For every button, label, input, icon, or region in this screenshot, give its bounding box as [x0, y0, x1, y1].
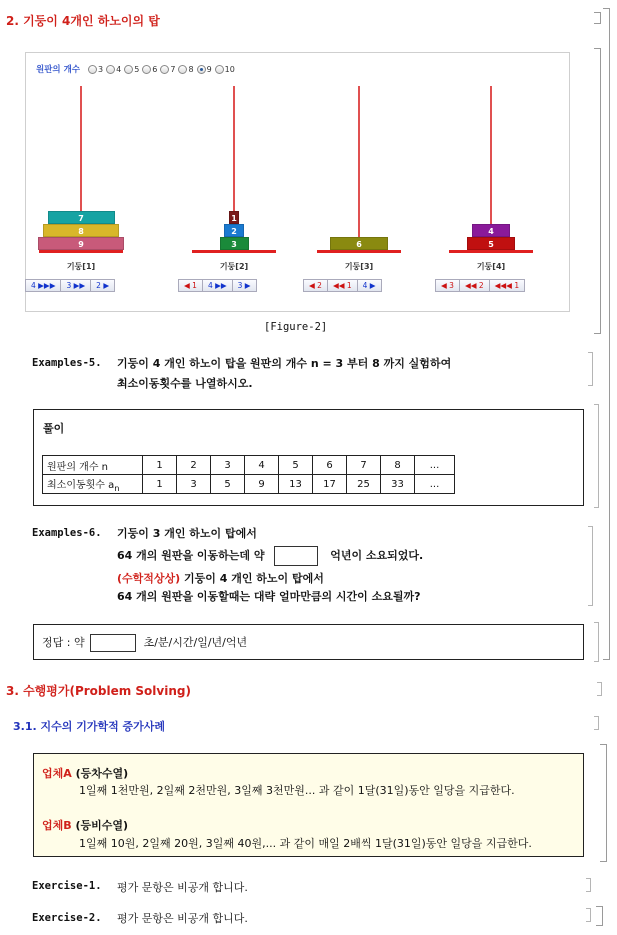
- table-cell: 8: [381, 456, 415, 475]
- exercise1-text: 평가 문항은 비공개 합니다.: [117, 881, 248, 894]
- company-a-title: [42, 765, 128, 781]
- answer-box: [33, 624, 584, 660]
- answer-units: 초/분/시간/일/년/억년: [143, 636, 248, 649]
- table-cell: 3: [177, 475, 211, 494]
- table-cell: 4: [245, 456, 279, 475]
- companies-box: [33, 753, 584, 857]
- disk-6[interactable]: 6: [330, 237, 388, 250]
- move-button[interactable]: ◀◀◀ 1: [490, 280, 524, 291]
- solution-title: 풀이: [43, 422, 65, 435]
- table-cell: 13: [279, 475, 313, 494]
- peg-move-buttons: [25, 279, 115, 292]
- exercise1-label: Exercise-1.: [32, 880, 102, 892]
- row-header-an-text: 최소이동횟수 a: [47, 479, 115, 491]
- example6-line3: [117, 570, 324, 586]
- disk-count-option-label: 5: [134, 64, 140, 74]
- table-cell: 2: [177, 456, 211, 475]
- move-button[interactable]: 3 ▶: [233, 280, 256, 291]
- disk-count-option-3[interactable]: [88, 65, 103, 74]
- company-a-name: 업체A: [42, 767, 72, 780]
- disk-count-option-label: 8: [188, 64, 194, 74]
- disk-count-option-label: 3: [98, 64, 104, 74]
- disk-count-option-5[interactable]: [124, 65, 139, 74]
- disk-count-label: 원판의 개수: [36, 65, 81, 75]
- disk-8[interactable]: 8: [43, 224, 120, 237]
- disk-count-option-4[interactable]: [106, 65, 121, 74]
- peg-label: 기둥[3]: [344, 262, 374, 271]
- table-cell: 1: [143, 456, 177, 475]
- solution-box: [33, 409, 584, 506]
- move-button[interactable]: 2 ▶: [91, 280, 114, 291]
- peg-move-buttons: [178, 279, 257, 292]
- example5-label: Examples-5.: [32, 357, 102, 369]
- move-button[interactable]: ◀ 2: [304, 280, 328, 291]
- table-cell: 33: [381, 475, 415, 494]
- disk-count-option-6[interactable]: [142, 65, 157, 74]
- radio-button[interactable]: [160, 65, 169, 74]
- table-cell: 5: [279, 456, 313, 475]
- disk-count-option-label: 6: [152, 64, 158, 74]
- radio-button[interactable]: [124, 65, 133, 74]
- peg-label: 기둥[4]: [476, 262, 506, 271]
- company-b-title: [42, 817, 128, 833]
- bracket: [594, 48, 601, 334]
- disk-5[interactable]: 5: [467, 237, 515, 250]
- table-cell: 3: [211, 456, 245, 475]
- hanoi-simulator: [25, 52, 570, 312]
- disk-count-option-label: 7: [170, 64, 176, 74]
- disk-3[interactable]: 3: [220, 237, 249, 250]
- radio-button[interactable]: [178, 65, 187, 74]
- table-cell: 1: [143, 475, 177, 494]
- table-cell: ...: [415, 475, 455, 494]
- row-header-an-sub: n: [114, 482, 120, 493]
- move-button[interactable]: 4 ▶▶▶: [26, 280, 61, 291]
- table-cell: 7: [347, 456, 381, 475]
- company-a-type: (등차수열): [71, 767, 129, 780]
- radio-button[interactable]: [215, 65, 224, 74]
- move-button[interactable]: ◀◀ 2: [460, 280, 490, 291]
- disk-count-option-7[interactable]: [160, 65, 175, 74]
- disk-count-option-label: 9: [206, 64, 212, 74]
- disk-count-option-8[interactable]: [178, 65, 193, 74]
- peg-move-buttons: [435, 279, 525, 292]
- peg-label: 기둥[2]: [219, 262, 249, 271]
- bracket: [588, 352, 593, 386]
- move-button[interactable]: ◀ 3: [436, 280, 460, 291]
- example6-line3-text: 기둥이 4 개인 하노이 탑에서: [180, 572, 324, 585]
- disk-count-option-label: 4: [116, 64, 122, 74]
- row-header-an: [43, 475, 143, 494]
- section-2-title: 2. 기둥이 4개인 하노이의 탑: [6, 14, 160, 28]
- move-button[interactable]: ◀◀ 1: [328, 280, 358, 291]
- bracket: [596, 906, 603, 926]
- bracket: [594, 716, 599, 730]
- disk-count-option-10[interactable]: [215, 65, 235, 74]
- company-b-type: (등비수열): [71, 819, 129, 832]
- bracket: [594, 622, 599, 662]
- exercise2-label: Exercise-2.: [32, 912, 102, 924]
- section-3-title: 3. 수행평가(Problem Solving): [6, 684, 191, 698]
- example6-line1: 기둥이 3 개인 하노이 탑에서: [117, 527, 257, 540]
- disk-9[interactable]: 9: [38, 237, 124, 250]
- peg-move-buttons: [303, 279, 382, 292]
- exercise2-text: 평가 문항은 비공개 합니다.: [117, 912, 248, 925]
- table-cell: 25: [347, 475, 381, 494]
- bracket: [588, 526, 593, 606]
- answer-prefix: 정답 : 약: [42, 636, 85, 649]
- example6-line2a: 64 개의 원판을 이동하는데 약: [117, 549, 265, 562]
- figure-caption: [Figure-2]: [264, 321, 328, 333]
- answer-blank[interactable]: [90, 634, 136, 652]
- company-a-desc: 1일째 1천만원, 2일째 2천만원, 3일째 3천만원... 과 같이 1달(31일)동안 일당을 지급한다.: [79, 784, 515, 797]
- move-button[interactable]: 3 ▶▶: [61, 280, 91, 291]
- bracket: [594, 404, 599, 508]
- peg-label: 기둥[1]: [66, 262, 96, 271]
- row-header-n: 원판의 개수 n: [43, 456, 143, 475]
- disk-4[interactable]: 4: [472, 224, 511, 237]
- bracket: [600, 744, 607, 862]
- radio-button[interactable]: [88, 65, 97, 74]
- example6-tag: (수학적상상): [117, 572, 181, 585]
- example6-line2b: 억년이 소요되었다.: [330, 549, 424, 562]
- example5-line1: 기둥이 4 개인 하노이 탑을 원판의 개수 n = 3 부터 8 까지 실험하여: [117, 357, 452, 370]
- disk-7[interactable]: 7: [48, 211, 115, 224]
- example6-label: Examples-6.: [32, 527, 102, 539]
- table-cell: 5: [211, 475, 245, 494]
- disk-count-option-label: 10: [224, 64, 235, 74]
- radio-button[interactable]: [106, 65, 115, 74]
- bracket: [586, 878, 591, 892]
- disk-1[interactable]: 1: [229, 211, 239, 224]
- bracket: [597, 682, 602, 696]
- table-cell: ...: [415, 456, 455, 475]
- company-b-name: 업체B: [42, 819, 72, 832]
- bracket: [586, 908, 591, 922]
- disk-2[interactable]: 2: [224, 224, 244, 237]
- bracket: [603, 8, 610, 660]
- example6-line4: 64 개의 원판을 이동할때는 대략 얼마만큼의 시간이 소요될까?: [117, 590, 421, 603]
- moves-table: [42, 455, 455, 494]
- table-cell: 9: [245, 475, 279, 494]
- bracket: [594, 12, 601, 24]
- example5-line2: 최소이동횟수를 나열하시오.: [117, 377, 253, 390]
- peg-pole: [358, 86, 360, 250]
- radio-button[interactable]: [142, 65, 151, 74]
- move-button[interactable]: ◀ 1: [179, 280, 203, 291]
- answer-line: [42, 634, 247, 652]
- company-b-desc: 1일째 10원, 2일째 20원, 3일째 40원,... 과 같이 매일 2배씩 1달(31일)동안 일당을 지급한다.: [79, 837, 532, 850]
- table-cell: 17: [313, 475, 347, 494]
- disk-count-selector: [36, 63, 238, 75]
- section-31-title: 3.1. 지수의 기가학적 증가사례: [13, 720, 166, 733]
- move-button[interactable]: 4 ▶: [358, 280, 381, 291]
- example6-line2: [117, 546, 423, 566]
- radio-button[interactable]: [197, 65, 206, 74]
- blank-box: [274, 546, 318, 566]
- table-cell: 6: [313, 456, 347, 475]
- disk-count-option-9[interactable]: [197, 65, 212, 74]
- move-button[interactable]: 4 ▶▶: [203, 280, 233, 291]
